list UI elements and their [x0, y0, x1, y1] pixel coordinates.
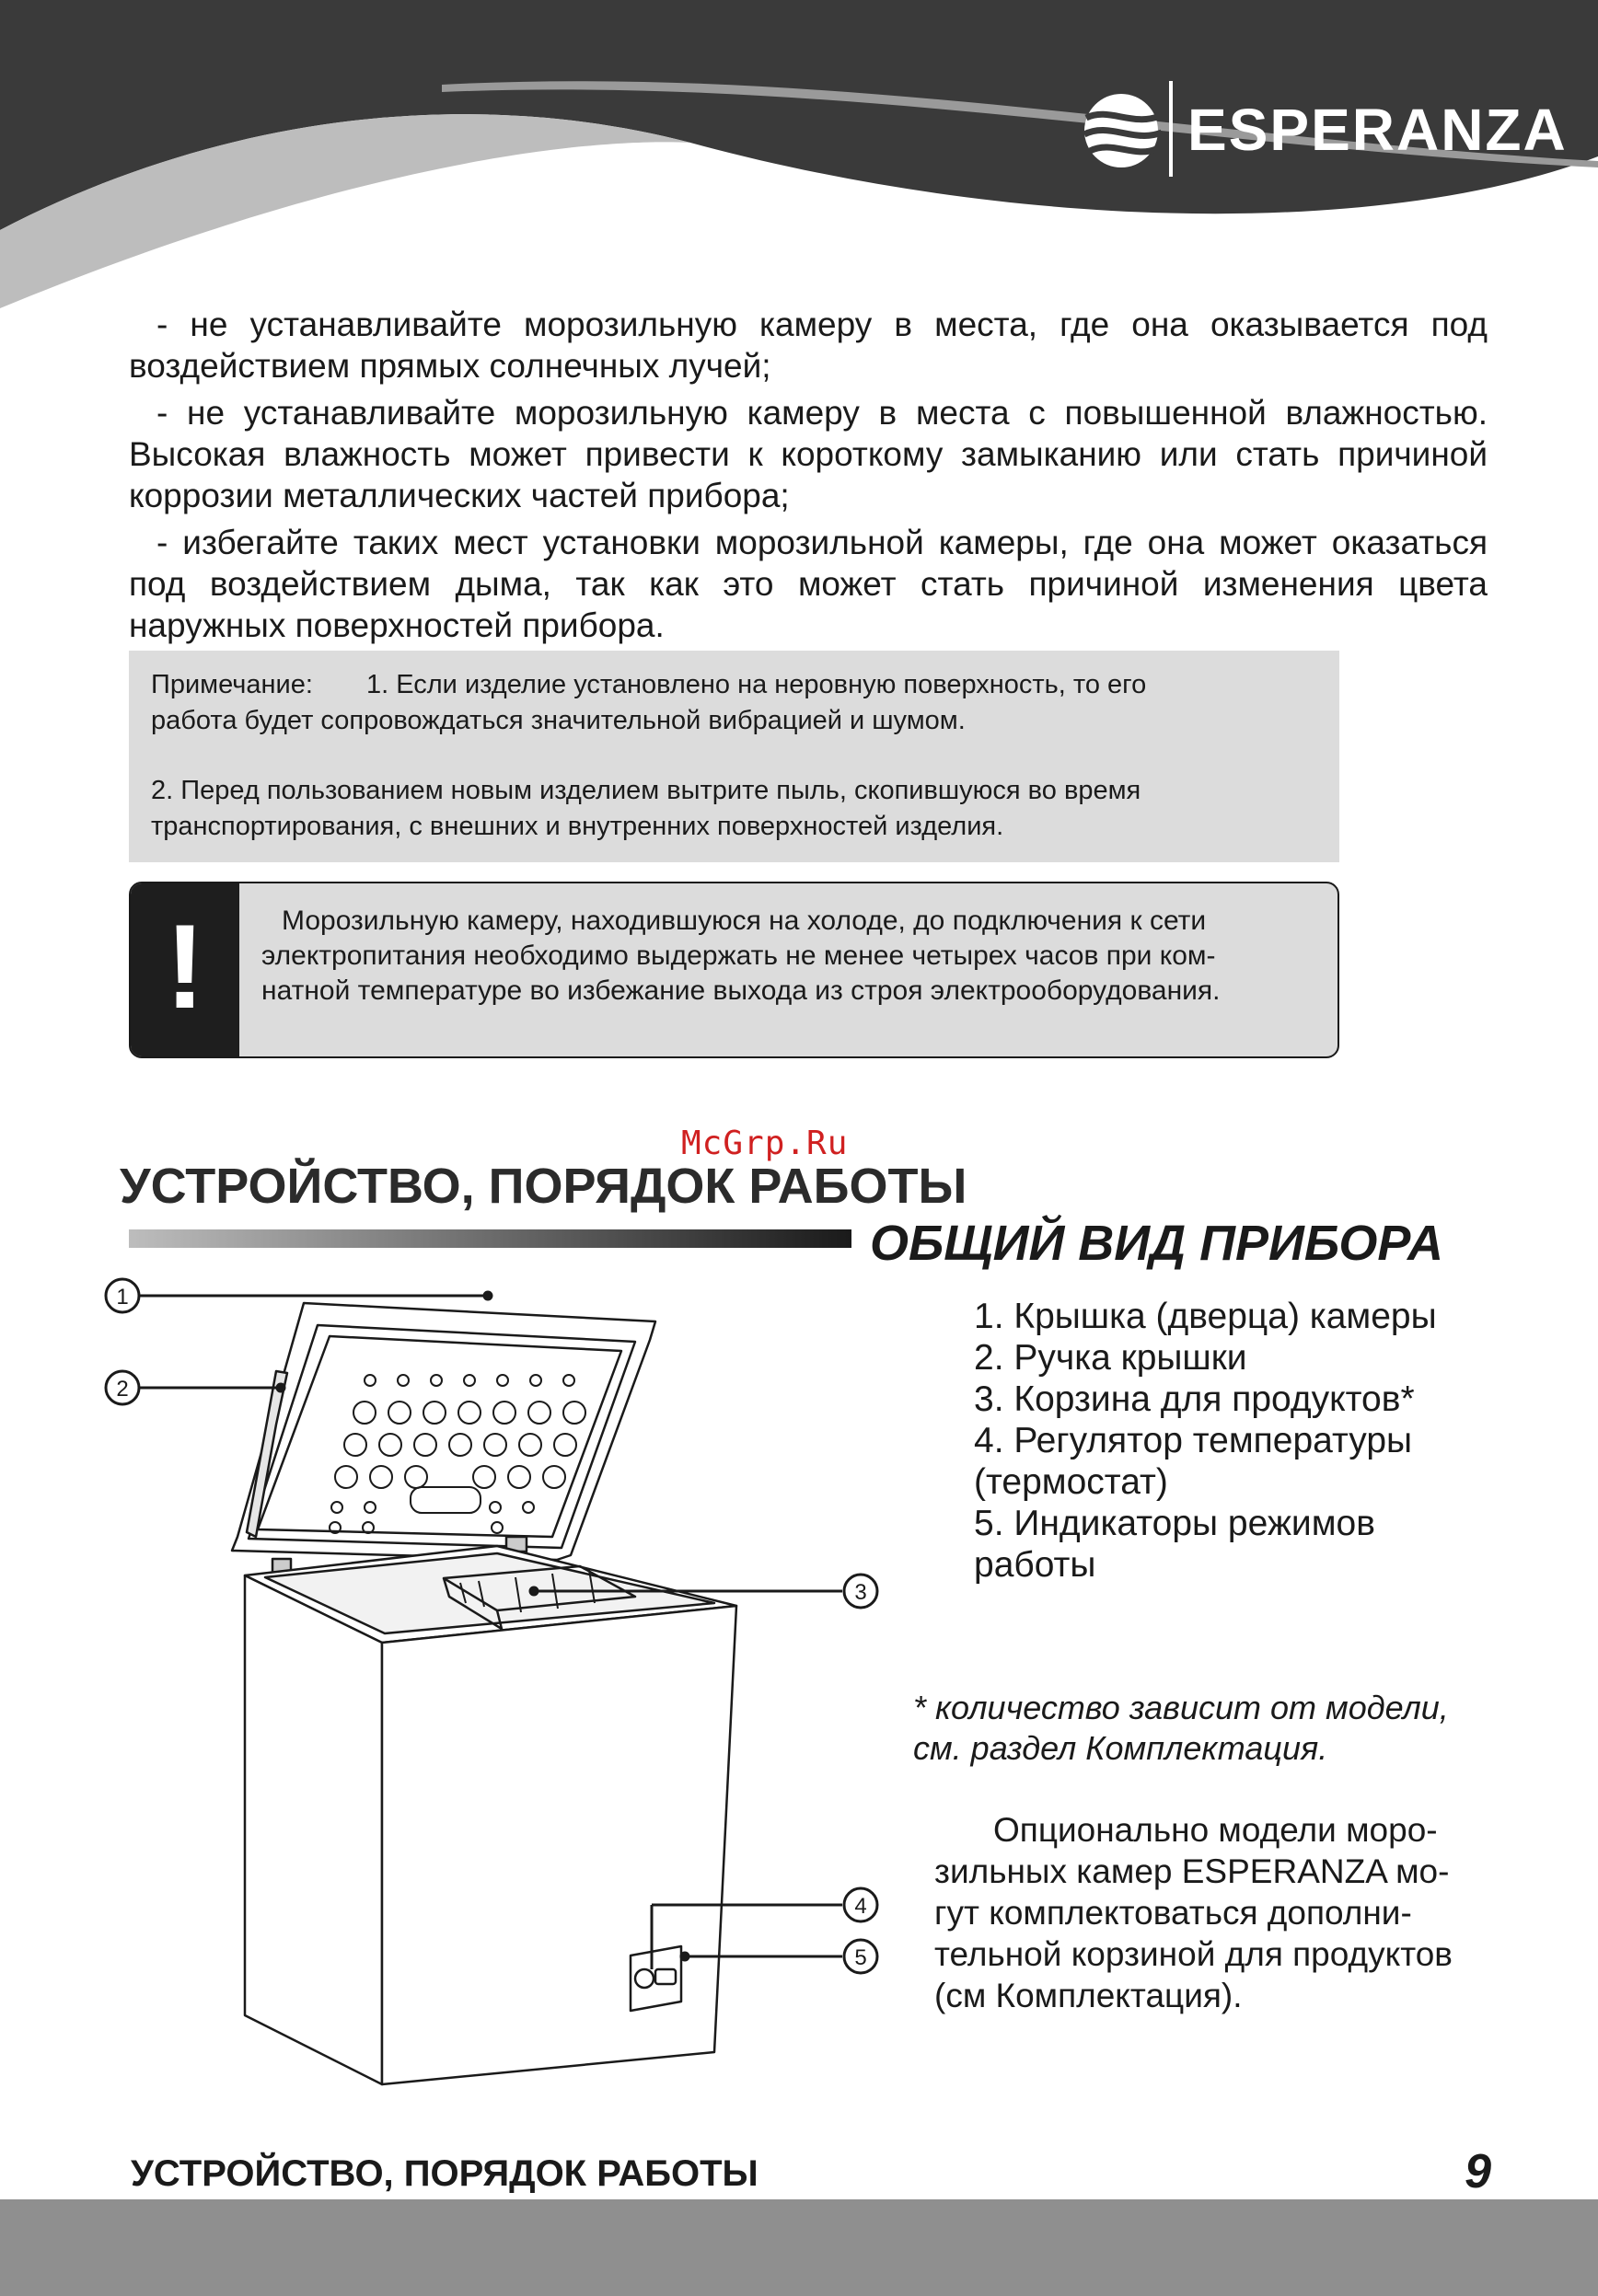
- note-line-2: работа будет сопровождаться значительной вибрацией и шумом.: [151, 706, 966, 735]
- note-line-3: 2. Перед пользованием новым изделием вытрите пыль, скопившуюся во время: [151, 776, 1141, 805]
- part-item-1: 1. Крышка (дверца) камеры: [974, 1297, 1437, 1336]
- freezer-diagram: [92, 1270, 902, 2098]
- intro-text: [129, 304, 1488, 652]
- optional-line-1: Опционально модели моро-: [993, 1811, 1438, 1849]
- optional-line-5: (см Комплектация).: [934, 1977, 1243, 2014]
- warning-line-2: электропитания необходимо выдержать не менее четырех часов при ком-: [261, 940, 1216, 971]
- footnote-line-2: см. раздел Комплектация.: [913, 1729, 1328, 1767]
- note-line-1: 1. Если изделие установлено на неровную поверхность, то его: [366, 670, 1147, 699]
- footnote-line-1: * количество зависит от модели,: [913, 1689, 1449, 1726]
- warning-text: [261, 904, 1318, 1009]
- footnote: [913, 1688, 1539, 1769]
- page-number: 9: [1465, 2145, 1491, 2198]
- footer-title: УСТРОЙСТВО, ПОРЯДОК РАБОТЫ: [131, 2153, 758, 2194]
- watermark: McGrp.Ru: [681, 1125, 849, 1162]
- part-item-3: 3. Корзина для продуктов*: [974, 1379, 1415, 1419]
- warning-box: [129, 882, 1339, 1058]
- brand-logo-icon: [1077, 81, 1178, 182]
- intro-paragraph: - не устанавливайте морозильную камеру в места, где она оказывается под воздействием прямых солнечных лучей;: [129, 306, 1488, 385]
- optional-line-3: гут комплектоваться дополни-: [934, 1894, 1412, 1932]
- section-title: УСТРОЙСТВО, ПОРЯДОК РАБОТЫ: [120, 1159, 967, 1214]
- part-item-4-cont: (термостат): [974, 1462, 1168, 1502]
- note-box: [129, 651, 1339, 862]
- optional-text: [934, 1809, 1477, 2016]
- optional-line-4: тельной корзиной для продуктов: [934, 1935, 1453, 1973]
- warning-line-3: натной температуре во избежание выхода из строя электрооборудования.: [261, 975, 1221, 1006]
- callout-label: 1: [116, 1285, 129, 1310]
- footer-band: [0, 2199, 1598, 2296]
- brand-divider: [1169, 81, 1173, 177]
- intro-paragraph: - избегайте таких мест установки морозильной камеры, где она может оказаться под воздействием дыма, так как это может стать причиной изменения цвета наружных поверхностей прибора.: [129, 524, 1488, 644]
- exclamation-icon: !: [165, 899, 205, 1033]
- brand-name: ESPERANZA: [1187, 97, 1568, 163]
- part-item-2: 2. Ручка крышки: [974, 1338, 1247, 1378]
- warning-line-1: Морозильную камеру, находившуюся на холоде, до подключения к сети: [282, 906, 1207, 936]
- optional-line-2: зильных камер ESPERANZA мо-: [934, 1852, 1450, 1890]
- callout-label: 5: [854, 1945, 867, 1970]
- callout-label: 3: [854, 1580, 867, 1605]
- callout-label: 4: [854, 1894, 867, 1919]
- note-label: Примечание:: [151, 670, 313, 699]
- part-item-5-cont: работы: [974, 1545, 1096, 1585]
- subsection-title: ОБЩИЙ ВИД ПРИБОРА: [870, 1216, 1443, 1271]
- part-item-4: 4. Регулятор температуры: [974, 1421, 1413, 1460]
- part-item-5: 5. Индикаторы режимов: [974, 1504, 1375, 1543]
- parts-list: [974, 1296, 1545, 1586]
- title-rule: [129, 1229, 851, 1248]
- callout-label: 2: [116, 1377, 129, 1402]
- note-line-4: транспортирования, с внешних и внутренних поверхностей изделия.: [151, 812, 1004, 841]
- intro-paragraph: - не устанавливайте морозильную камеру в места с повышенной влажностью. Высокая влажность может привести к короткому замыканию или стать причиной коррозии металлических частей прибора;: [129, 394, 1488, 514]
